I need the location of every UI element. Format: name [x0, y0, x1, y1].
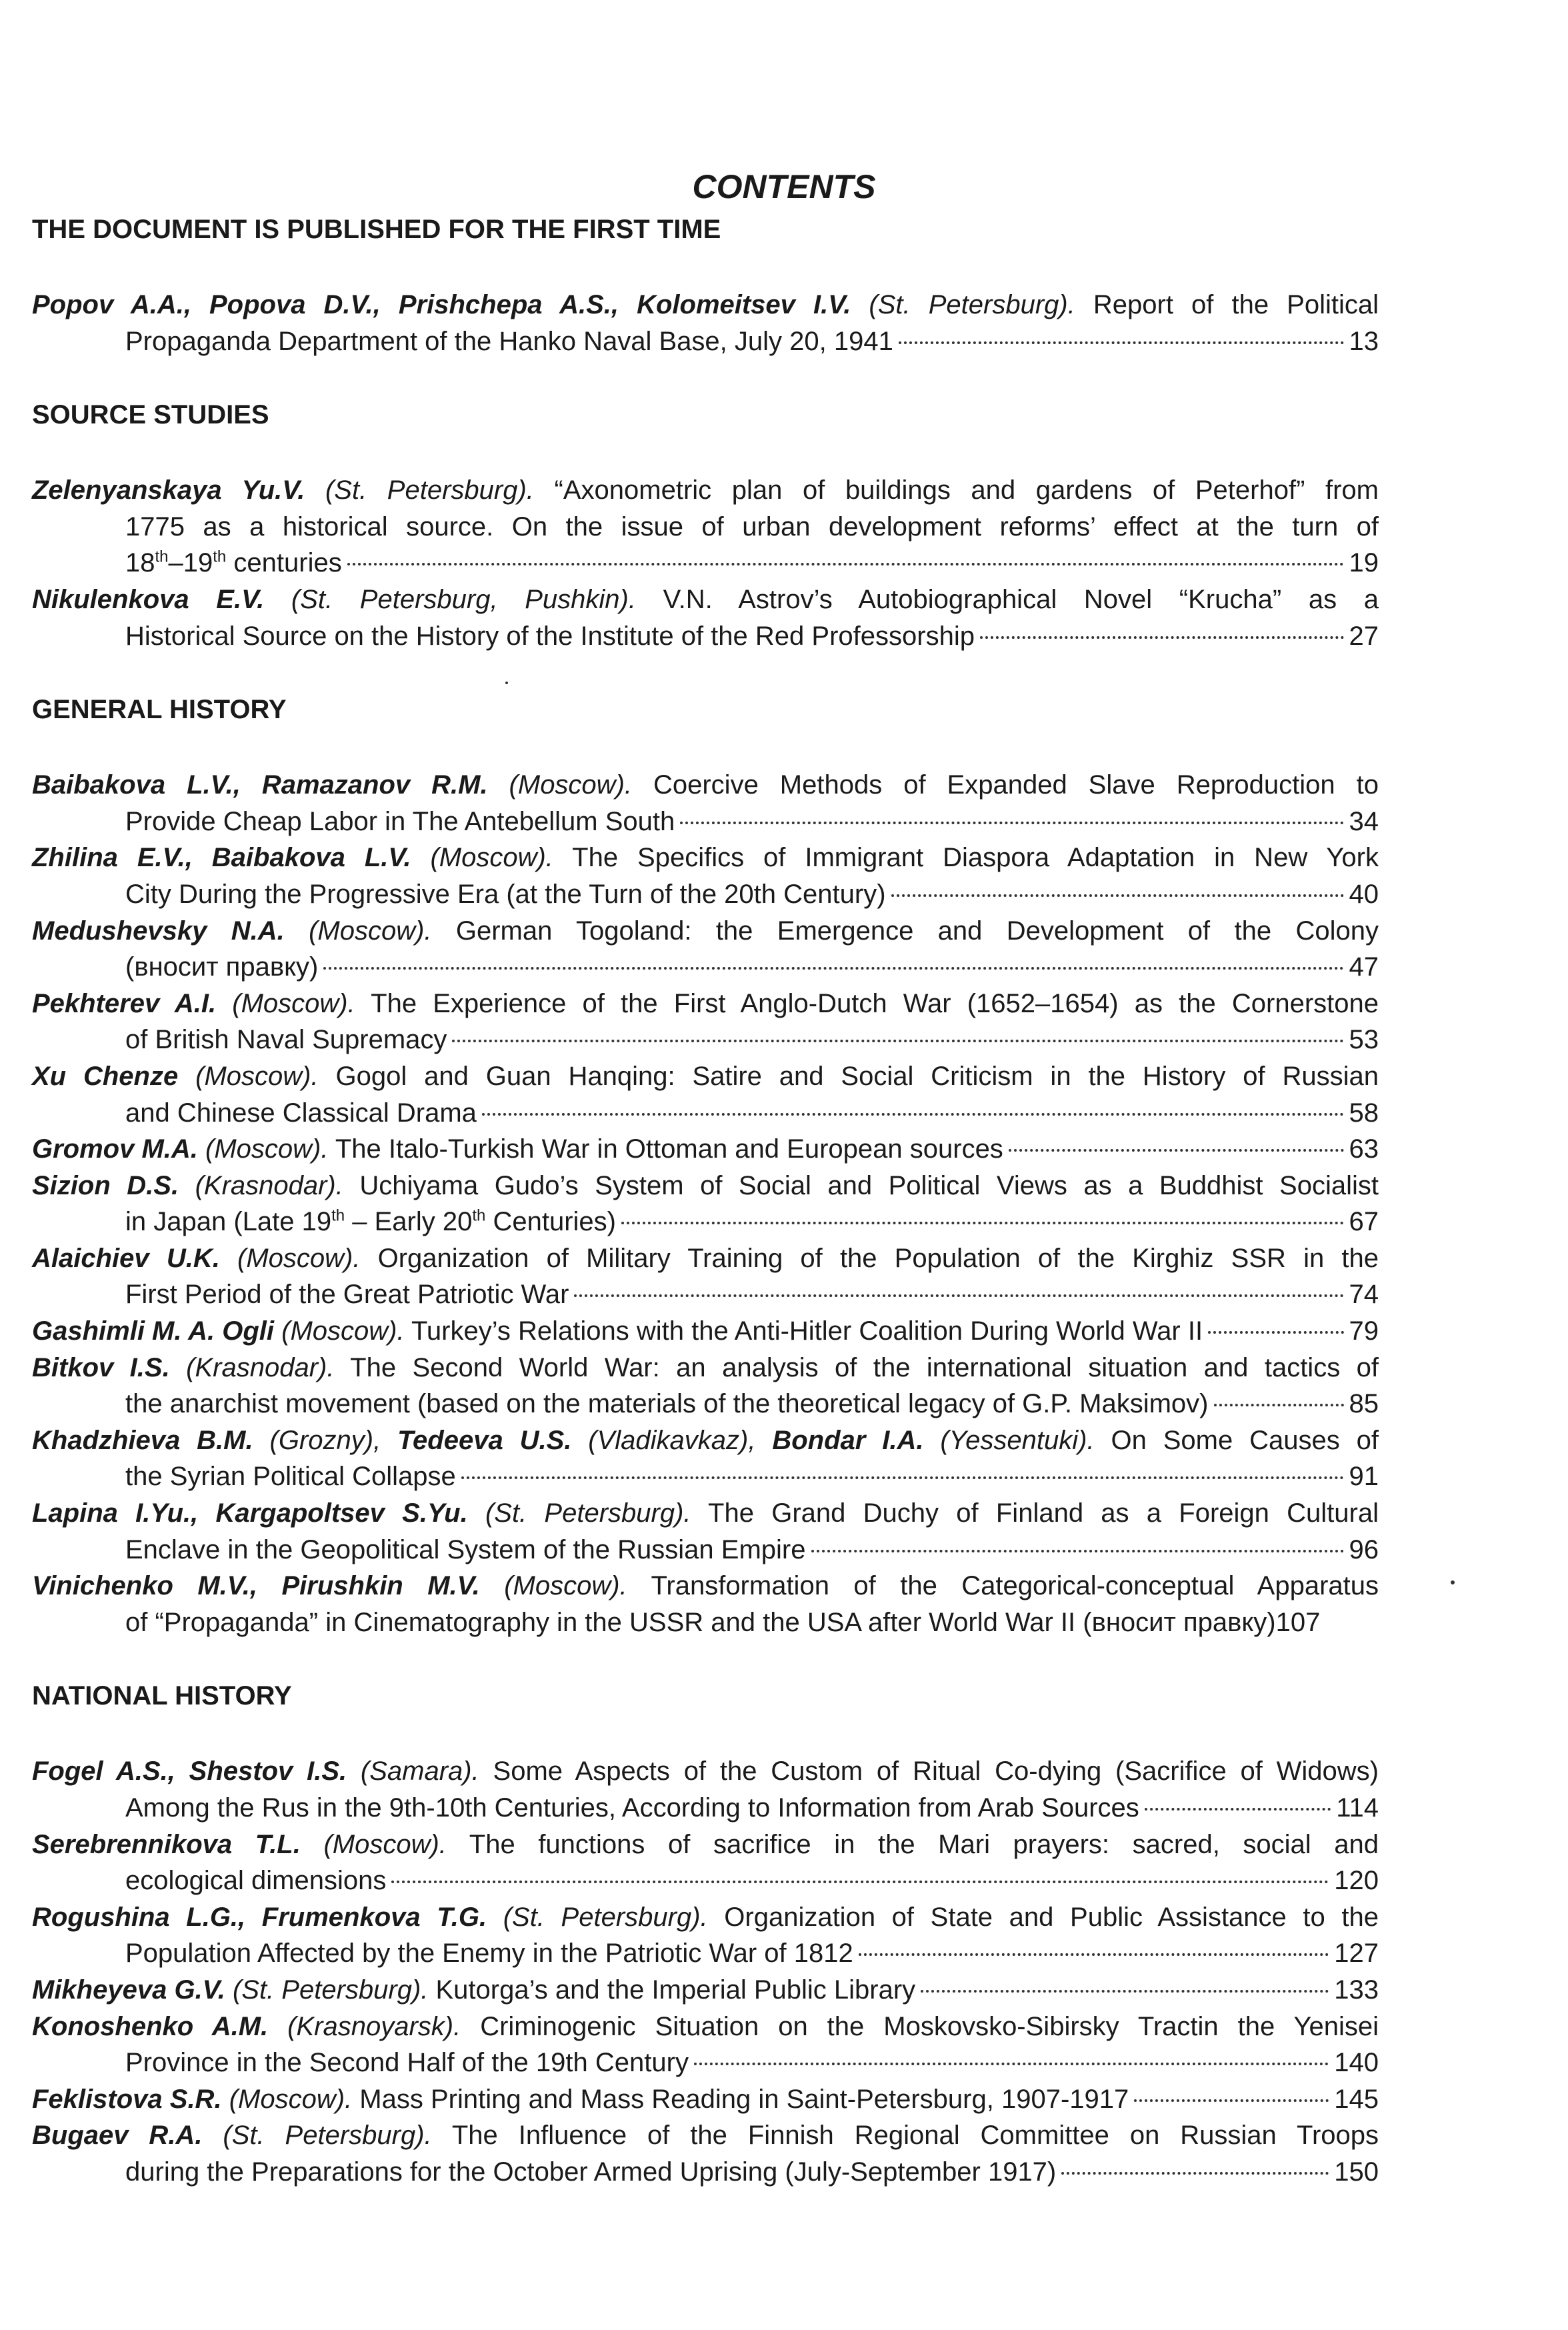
scan-speck [1451, 1580, 1455, 1584]
entry-title: Transformation of the Categorical-conceptual Apparatus [651, 1571, 1379, 1601]
entry-title: The Influence of the Finnish Regional Committee on Russian Troops [451, 2121, 1379, 2151]
dot-leader [574, 1294, 1343, 1297]
toc-entry [32, 2009, 1379, 2081]
page-number: 67 [1349, 1207, 1379, 1237]
entry-city: (Moscow). [195, 1061, 319, 1091]
toc-entry [32, 840, 1379, 912]
entry-title-end: (вносит правку) [125, 952, 319, 982]
page-number: 63 [1349, 1134, 1379, 1164]
dot-leader [899, 341, 1344, 344]
toc-entry [32, 913, 1379, 986]
entry-city: (St. Petersburg). [503, 1902, 708, 1932]
entry-title-end: of British Naval Supremacy [125, 1025, 447, 1055]
section-heading-source-studies: SOURCE STUDIES [32, 400, 269, 430]
page-number: 58 [1349, 1098, 1379, 1128]
contents-list [32, 212, 1379, 2191]
entry-title-end: Provide Cheap Labor in The Antebellum South [125, 806, 675, 836]
entry-title: Organization of State and Public Assistance to the [724, 1902, 1379, 1932]
entry-author: Zelenyanskaya Yu.V. [32, 475, 305, 505]
entry-city: (St. Petersburg). [869, 290, 1075, 319]
entry-author: Medushevsky N.A. [32, 916, 285, 946]
entry-city: (Moscow). [509, 770, 632, 800]
entry-author: Zhilina E.V., Baibakova L.V. [32, 843, 411, 873]
entry-title-end: Population Affected by the Enemy in the Patriotic War of 1812 [125, 1939, 853, 1969]
entry-city: (Grozny), [269, 1425, 381, 1455]
page-number: 40 [1349, 879, 1379, 909]
entry-city: (Krasnodar). [186, 1352, 335, 1382]
toc-entry [32, 1972, 1379, 2009]
entry-line [32, 1313, 1203, 1350]
toc-entry [32, 1240, 1379, 1313]
dot-leader [452, 1040, 1343, 1042]
entry-author: Alaichiev U.K. [32, 1243, 220, 1273]
toc-entry [32, 1058, 1379, 1131]
toc-entry [32, 2117, 1379, 2190]
entry-author: Pekhterev A.I. [32, 988, 217, 1018]
page-number: 79 [1349, 1316, 1379, 1346]
entry-city: (Moscow). [281, 1316, 405, 1346]
entry-author: Tedeeva U.S. [397, 1425, 572, 1455]
entry-author: Baibakova L.V., Ramazanov R.M. [32, 770, 488, 800]
entry-title-end: City During the Progressive Era (at the Turn of the 20th Century) [125, 879, 886, 909]
entry-line [32, 2081, 1129, 2118]
entry-title: Turkey’s Relations with the Anti-Hitler Coalition During World War II [411, 1316, 1203, 1346]
toc-entry [32, 1495, 1379, 1568]
entry-title: The functions of sacrifice in the Mari prayers: sacred, social and [469, 1829, 1379, 1859]
entry-title-end: the Syrian Political Collapse [125, 1462, 456, 1492]
page-number: 96 [1349, 1534, 1379, 1564]
page-number: 120 [1334, 1866, 1379, 1896]
entry-author: Mikheyeva G.V. [32, 1975, 225, 2005]
entry-title: Gogol and Guan Hanqing: Satire and Social Criticism in the History of Russian [335, 1061, 1379, 1091]
entry-title-end: and Chinese Classical Drama [125, 1098, 477, 1128]
dot-leader [980, 636, 1344, 639]
entry-title: Organization of Military Training of the Population of the Kirghiz SSR in the [377, 1243, 1379, 1273]
entry-title-end: First Period of the Great Patriotic War [125, 1280, 569, 1310]
dot-leader [482, 1113, 1344, 1116]
dot-leader [1061, 2172, 1329, 2175]
entry-title: The Experience of the First Anglo-Dutch War (1652–1654) as the Cornerstone [371, 988, 1379, 1018]
entry-title: Criminogenic Situation on the Moskovsko-Sibirsky Tractin the Yenisei [480, 2011, 1379, 2041]
scan-speck [505, 682, 508, 684]
entry-author: Fogel A.S., Shestov I.S. [32, 1757, 347, 1787]
entry-title: Report of the Political [1093, 290, 1379, 319]
entry-author: Konoshenko A.M. [32, 2011, 269, 2041]
toc-entry [32, 581, 1379, 654]
dot-leader [1208, 1331, 1343, 1334]
page-number: 47 [1349, 952, 1379, 982]
page-number: 27 [1349, 621, 1379, 651]
entry-author: Gromov M.A. [32, 1134, 198, 1164]
dot-leader [859, 1953, 1329, 1956]
entry-title-end: Among the Rus in the 9th-10th Centuries, According to Information from Arab Sources [125, 1793, 1139, 1823]
page-number: 127 [1334, 1939, 1379, 1969]
entry-line [32, 1972, 915, 2009]
entry-author: Khadzhieva B.M. [32, 1425, 253, 1455]
entry-title: V.N. Astrov’s Autobiographical Novel “Krucha” as a [663, 584, 1379, 614]
entry-author: Sizion D.S. [32, 1170, 179, 1200]
entry-title-end: ecological dimensions [125, 1866, 387, 1896]
entry-title: The Italo-Turkish War in Ottoman and European sources [335, 1134, 1003, 1164]
toc-entry [32, 1168, 1379, 1240]
dot-leader [694, 2063, 1329, 2065]
entry-author: Rogushina L.G., Frumenkova T.G. [32, 1902, 487, 1932]
dot-leader [461, 1476, 1344, 1479]
entry-title: Uchiyama Gudo’s System of Social and Political Views as a Buddhist Socialist [359, 1170, 1379, 1200]
page-number: 133 [1334, 1975, 1379, 2005]
entry-title: Coercive Methods of Expanded Slave Reproduction to [653, 770, 1379, 800]
entry-city: (Moscow). [309, 916, 432, 946]
page-number: 91 [1349, 1462, 1379, 1492]
section-heading-general-history: GENERAL HISTORY [32, 695, 287, 725]
entry-title: The Second World War: an analysis of the international situation and tactics of [350, 1352, 1379, 1382]
entry-author: Lapina I.Yu., Kargapoltsev S.Yu. [32, 1498, 468, 1528]
dot-leader [1134, 2099, 1329, 2102]
dot-leader [391, 1881, 1329, 1883]
page-title: CONTENTS [692, 168, 876, 205]
entry-title: The Specifics of Immigrant Diaspora Adaptation in New York [572, 843, 1379, 873]
entry-author: Vinichenko M.V., Pirushkin M.V. [32, 1571, 480, 1601]
page-number: 13 [1349, 326, 1379, 356]
toc-entry [32, 1313, 1379, 1350]
page-number: 145 [1334, 2084, 1379, 2114]
entry-title-line: 1775 as a historical source. On the issue of urban development reforms’ effect at the turn of [125, 511, 1379, 541]
entry-title-end: in Japan (Late 19th – Early 20th Centuries) [125, 1206, 616, 1237]
entry-city: (Moscow). [205, 1134, 329, 1164]
entry-city: (St. Petersburg). [232, 1975, 429, 2005]
page-number: 107 [1275, 1607, 1321, 1637]
entry-city: (Moscow). [430, 843, 553, 873]
dot-leader [1214, 1404, 1344, 1406]
entry-title: On Some Causes of [1111, 1425, 1379, 1455]
toc-entry [32, 287, 1379, 359]
entry-city: (Moscow). [323, 1829, 447, 1859]
entry-title-end: of “Propaganda” in Cinematography in the USSR and the USA after World War II (вносит правку) [125, 1607, 1276, 1637]
entry-title: “Axonometric plan of buildings and gardens of Peterhof” from [554, 475, 1379, 505]
entry-author: Popov A.A., Popova D.V., Prishchepa A.S., Kolomeitsev I.V. [32, 290, 851, 319]
dot-leader [347, 563, 1344, 565]
dot-leader [891, 894, 1344, 897]
entry-title-end: 18th–19th centuries [125, 548, 342, 578]
entry-title-end: Province in the Second Half of the 19th Century [125, 2048, 689, 2078]
section-heading-document: THE DOCUMENT IS PUBLISHED FOR THE FIRST TIME [32, 215, 721, 244]
entry-author: Feklistova S.R. [32, 2084, 222, 2114]
entry-author: Bitkov I.S. [32, 1352, 170, 1382]
entry-title: The Grand Duchy of Finland as a Foreign Cultural [708, 1498, 1379, 1528]
toc-entry [32, 1131, 1379, 1168]
dot-leader [1145, 1808, 1331, 1811]
entry-author: Serebrennikova T.L. [32, 1829, 301, 1859]
entry-city: (Moscow). [232, 988, 355, 1018]
entry-line [32, 1131, 1003, 1168]
page-number: 140 [1334, 2048, 1379, 2078]
dot-leader [921, 1990, 1329, 1993]
toc-entry [32, 1568, 1379, 1640]
toc-entry [32, 472, 1379, 581]
entry-title-end: the anarchist movement (based on the materials of the theoretical legacy of G.P. Maksimov) [125, 1389, 1209, 1419]
entry-city: (Vladikavkaz), [588, 1425, 756, 1455]
entry-title: Mass Printing and Mass Reading in Saint-Petersburg, 1907-1917 [359, 2084, 1129, 2114]
entry-author: Gashimli M. A. Ogli [32, 1316, 275, 1346]
entry-title: Some Aspects of the Custom of Ritual Co-dying (Sacrifice of Widows) [493, 1757, 1379, 1787]
page-number: 85 [1349, 1389, 1379, 1419]
entry-title-end: Propaganda Department of the Hanko Naval Base, July 20, 1941 [125, 326, 893, 356]
entry-title-end: Historical Source on the History of the Institute of the Red Professorship [125, 621, 975, 651]
page-number: 114 [1336, 1793, 1379, 1823]
toc-entry [32, 1899, 1379, 1972]
dot-leader [1009, 1149, 1344, 1152]
dot-leader [323, 967, 1343, 970]
entry-city: (St. Petersburg, Pushkin). [291, 584, 636, 614]
dot-leader [811, 1550, 1344, 1552]
page-number: 150 [1334, 2157, 1379, 2187]
toc-entry [32, 986, 1379, 1058]
toc-entry [32, 2081, 1379, 2118]
entry-title: Kutorga’s and the Imperial Public Library [435, 1975, 916, 2005]
entry-author: Xu Chenze [32, 1061, 179, 1091]
entry-city: (St. Petersburg). [223, 2121, 432, 2151]
entry-city: (Moscow). [237, 1243, 361, 1273]
page-number: 34 [1349, 806, 1379, 836]
toc-entry [32, 767, 1379, 840]
entry-city: (St. Petersburg). [325, 475, 534, 505]
entry-title: German Togoland: the Emergence and Development of the Colony [455, 916, 1379, 946]
entry-title-end: Enclave in the Geopolitical System of the Russian Empire [125, 1534, 806, 1564]
entry-city: (Krasnodar). [195, 1170, 343, 1200]
entry-city: (Moscow). [504, 1571, 627, 1601]
toc-entry [32, 1422, 1379, 1495]
section-heading-national-history: NATIONAL HISTORY [32, 1681, 292, 1711]
entry-author: Nikulenkova E.V. [32, 584, 265, 614]
toc-entry [32, 1350, 1379, 1422]
entry-author: Bondar I.A. [772, 1425, 924, 1455]
toc-entry [32, 1753, 1379, 1826]
entry-city: (Yessentuki). [940, 1425, 1095, 1455]
page-number: 53 [1349, 1025, 1379, 1055]
page-number: 74 [1349, 1280, 1379, 1310]
dot-leader [680, 822, 1343, 824]
entry-author: Bugaev R.A. [32, 2121, 203, 2151]
dot-leader [621, 1222, 1344, 1224]
toc-entry [32, 1827, 1379, 1899]
entry-title-end: during the Preparations for the October Armed Uprising (July-September 1917) [125, 2157, 1057, 2187]
entry-city: (Samara). [360, 1757, 479, 1787]
entry-city: (Moscow). [229, 2084, 353, 2114]
page-number: 19 [1349, 548, 1379, 578]
entry-city: (Krasnoyarsk). [287, 2011, 461, 2041]
entry-city: (St. Petersburg). [485, 1498, 691, 1528]
